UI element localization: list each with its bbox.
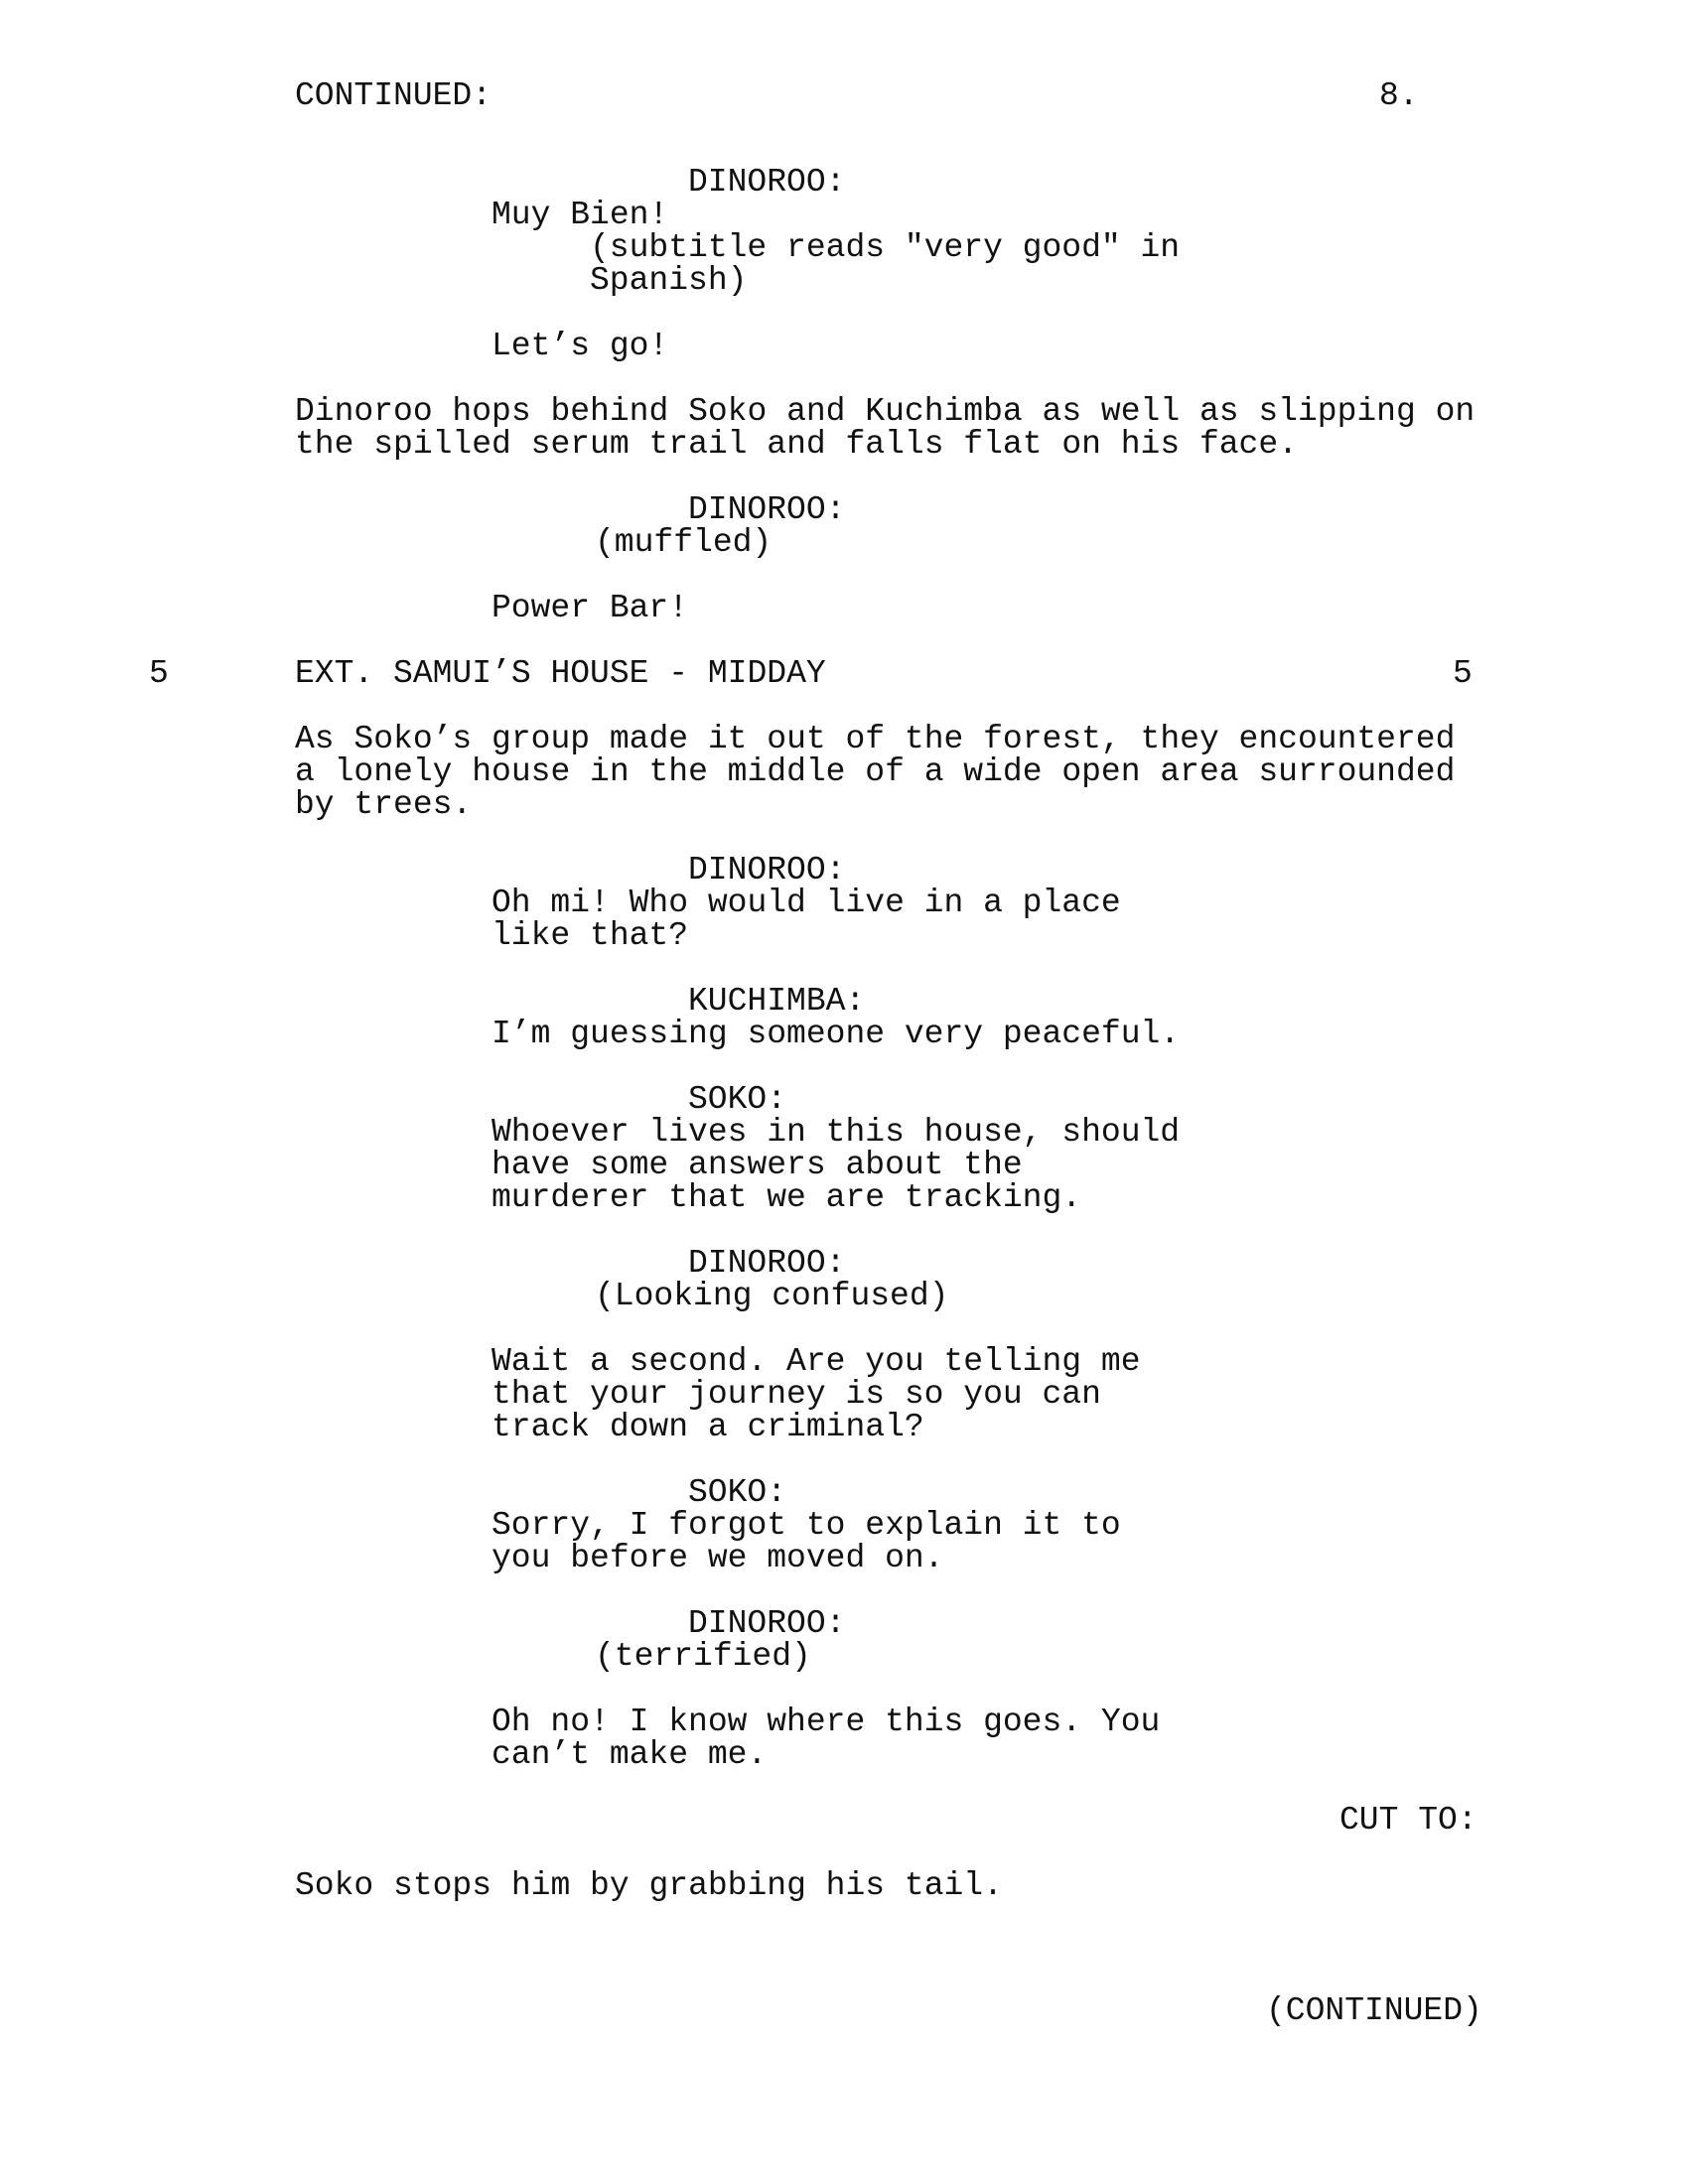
dialogue-line: Sorry, I forgot to explain it to	[492, 1507, 1121, 1544]
character-cue: DINOROO:	[688, 1245, 846, 1282]
transition: CUT TO:	[1339, 1802, 1477, 1839]
action-line: by trees.	[295, 786, 473, 823]
dialogue-line: I’m guessing someone very peaceful.	[492, 1016, 1181, 1052]
character-cue: DINOROO:	[688, 491, 846, 528]
page-number: 8.	[1379, 77, 1419, 114]
action-line: Dinoroo hops behind Soko and Kuchimba as well as slipping on	[295, 393, 1476, 430]
character-cue: KUCHIMBA:	[688, 983, 866, 1020]
dialogue-line: Oh mi! Who would live in a place	[492, 885, 1121, 921]
parenthetical: (subtitle reads "very good" in	[590, 229, 1181, 266]
character-cue: DINOROO:	[688, 1605, 846, 1642]
dialogue-line: like that?	[492, 917, 689, 954]
dialogue-line: can’t make me.	[492, 1736, 768, 1773]
character-cue: DINOROO:	[688, 164, 846, 201]
parenthetical: (terrified)	[595, 1638, 811, 1675]
dialogue-line: Power Bar!	[492, 590, 689, 626]
parenthetical: (Looking confused)	[595, 1278, 949, 1314]
dialogue-line: Whoever lives in this house, should	[492, 1114, 1181, 1151]
dialogue-line: Muy Bien!	[492, 197, 669, 233]
dialogue-line: Oh no! I know where this goes. You	[492, 1704, 1161, 1740]
dialogue-line: murderer that we are tracking.	[492, 1179, 1082, 1216]
dialogue-line: Let’s go!	[492, 328, 669, 364]
action-line: a lonely house in the middle of a wide open area surrounded	[295, 753, 1456, 790]
scene-number-right: 5	[1453, 655, 1473, 692]
parenthetical: (muffled)	[595, 524, 773, 561]
footer-continued: (CONTINUED)	[1266, 1992, 1482, 2029]
character-cue: SOKO:	[688, 1474, 787, 1511]
character-cue: SOKO:	[688, 1081, 787, 1118]
dialogue-line: you before we moved on.	[492, 1540, 944, 1576]
dialogue-line: track down a criminal?	[492, 1409, 924, 1445]
parenthetical: Spanish)	[590, 262, 748, 299]
action-line: Soko stops him by grabbing his tail.	[295, 1867, 1003, 1904]
scene-heading: EXT. SAMUI’S HOUSE - MIDDAY	[295, 655, 826, 692]
header-continued: CONTINUED:	[295, 77, 492, 114]
dialogue-line: have some answers about the	[492, 1147, 1023, 1183]
character-cue: DINOROO:	[688, 852, 846, 888]
scene-number-left: 5	[149, 655, 169, 692]
dialogue-line: Wait a second. Are you telling me	[492, 1343, 1141, 1380]
action-line: As Soko’s group made it out of the forest, they encountered	[295, 721, 1456, 757]
action-line: the spilled serum trail and falls flat on his face.	[295, 426, 1298, 463]
dialogue-line: that your journey is so you can	[492, 1376, 1101, 1413]
